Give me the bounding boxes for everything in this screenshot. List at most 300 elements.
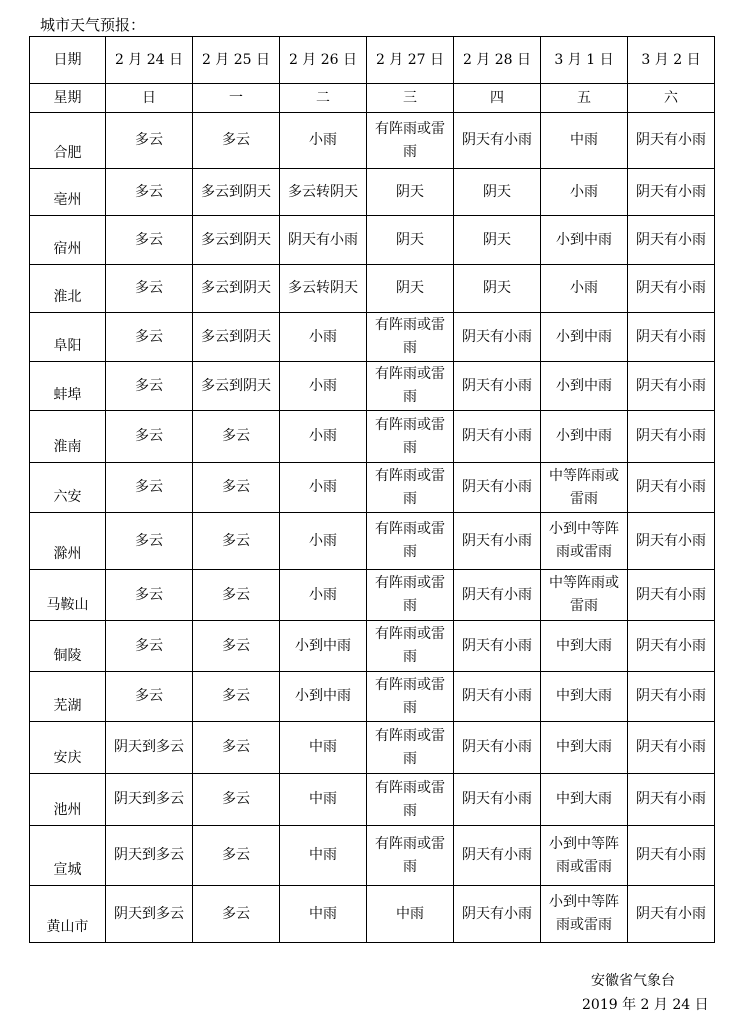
forecast-cell-text: 阴天有小雨 bbox=[636, 377, 706, 394]
header-weekday bbox=[541, 84, 628, 113]
forecast-cell-text: 阴天有小雨 bbox=[462, 479, 532, 495]
forecast-cell-text: 阴天有小雨 bbox=[636, 132, 706, 148]
header-date-text: 2 月 28 日 bbox=[462, 51, 532, 68]
forecast-cell-text: 阴天到多云 bbox=[114, 739, 184, 755]
forecast-cell bbox=[454, 621, 541, 672]
forecast-cell bbox=[541, 113, 628, 169]
forecast-cell bbox=[628, 265, 715, 313]
forecast-cell-text: 阴天有小雨 bbox=[636, 688, 706, 704]
forecast-cell bbox=[541, 513, 628, 570]
city-name-text: 淮南 bbox=[53, 439, 82, 455]
forecast-cell bbox=[454, 411, 541, 463]
forecast-cell bbox=[106, 570, 193, 621]
forecast-cell bbox=[541, 722, 628, 774]
forecast-cell bbox=[628, 362, 715, 411]
header-weekday bbox=[367, 84, 454, 113]
forecast-cell bbox=[367, 313, 454, 362]
city-name-text: 黄山市 bbox=[46, 919, 89, 935]
forecast-cell-text: 多云 bbox=[135, 132, 163, 148]
forecast-cell bbox=[193, 886, 280, 943]
forecast-cell-text: 多云 bbox=[222, 428, 250, 444]
forecast-cell-text: 阴天有小雨 bbox=[636, 791, 706, 807]
forecast-cell bbox=[280, 722, 367, 774]
forecast-cell-text: 小到中雨 bbox=[556, 231, 612, 248]
forecast-cell bbox=[367, 513, 454, 570]
forecast-cell bbox=[106, 169, 193, 216]
forecast-cell bbox=[367, 362, 454, 411]
table-row bbox=[30, 113, 715, 169]
forecast-cell bbox=[106, 886, 193, 943]
forecast-cell bbox=[280, 411, 367, 463]
forecast-cell bbox=[541, 362, 628, 411]
forecast-cell bbox=[106, 774, 193, 826]
table-row bbox=[30, 265, 715, 313]
forecast-cell-text: 有阵雨或雷雨 bbox=[375, 317, 445, 356]
forecast-cell bbox=[193, 826, 280, 886]
header-date-text: 2 月 27 日 bbox=[375, 51, 445, 68]
forecast-cell-text: 阴天有小雨 bbox=[636, 637, 706, 654]
forecast-cell bbox=[106, 265, 193, 313]
city-name bbox=[30, 774, 106, 826]
header-weekday-label bbox=[30, 84, 106, 113]
forecast-cell bbox=[541, 265, 628, 313]
header-date bbox=[541, 37, 628, 84]
forecast-cell-text: 阴天有小雨 bbox=[462, 377, 532, 394]
forecast-cell bbox=[628, 722, 715, 774]
forecast-cell bbox=[280, 313, 367, 362]
forecast-cell bbox=[106, 826, 193, 886]
forecast-cell bbox=[193, 169, 280, 216]
forecast-cell-text: 小雨 bbox=[309, 428, 337, 444]
forecast-cell-text: 中等阵雨或雷雨 bbox=[549, 467, 619, 507]
forecast-cell bbox=[106, 621, 193, 672]
forecast-cell bbox=[367, 411, 454, 463]
forecast-cell bbox=[280, 826, 367, 886]
forecast-cell-text: 阴天有小雨 bbox=[462, 586, 532, 603]
table-row bbox=[30, 463, 715, 513]
forecast-cell bbox=[541, 313, 628, 362]
forecast-cell bbox=[193, 411, 280, 463]
city-name-text: 芜湖 bbox=[53, 698, 82, 714]
forecast-cell bbox=[193, 313, 280, 362]
header-date-text: 2 月 25 日 bbox=[201, 51, 271, 68]
forecast-cell bbox=[193, 362, 280, 411]
forecast-cell-text: 阴天到多云 bbox=[114, 847, 184, 863]
forecast-cell-text: 小到中等阵雨或雷雨 bbox=[549, 521, 619, 560]
table-row bbox=[30, 362, 715, 411]
forecast-cell bbox=[454, 672, 541, 722]
header-weekday bbox=[193, 84, 280, 113]
header-date bbox=[106, 37, 193, 84]
forecast-cell bbox=[280, 113, 367, 169]
forecast-cell-text: 阴天有小雨 bbox=[636, 479, 706, 495]
forecast-cell-text: 小雨 bbox=[570, 183, 598, 200]
forecast-cell bbox=[367, 265, 454, 313]
forecast-cell-text: 多云 bbox=[222, 637, 250, 654]
forecast-table bbox=[29, 36, 715, 943]
forecast-cell-text: 阴天有小雨 bbox=[462, 739, 532, 755]
header-row-weekdays bbox=[30, 84, 715, 113]
forecast-cell-text: 多云 bbox=[135, 280, 163, 296]
forecast-cell bbox=[106, 411, 193, 463]
forecast-cell bbox=[106, 113, 193, 169]
forecast-cell bbox=[106, 313, 193, 362]
forecast-cell-text: 小雨 bbox=[309, 377, 337, 394]
forecast-cell-text: 多云 bbox=[135, 688, 163, 704]
forecast-cell bbox=[541, 826, 628, 886]
city-name-text: 安庆 bbox=[53, 750, 82, 766]
city-name-text: 池州 bbox=[53, 802, 82, 818]
city-name bbox=[30, 169, 106, 216]
forecast-cell bbox=[367, 463, 454, 513]
forecast-cell-text: 有阵雨或雷雨 bbox=[375, 416, 445, 456]
forecast-cell-text: 有阵雨或雷雨 bbox=[375, 676, 445, 716]
forecast-cell-text: 小到中雨 bbox=[295, 688, 351, 704]
forecast-cell bbox=[541, 169, 628, 216]
forecast-cell bbox=[628, 463, 715, 513]
header-weekday-text: 三 bbox=[403, 89, 417, 106]
forecast-cell-text: 小到中雨 bbox=[556, 428, 612, 444]
header-weekday-text: 日 bbox=[142, 89, 156, 106]
header-weekday-text: 二 bbox=[316, 89, 330, 106]
city-name bbox=[30, 463, 106, 513]
forecast-cell bbox=[106, 513, 193, 570]
forecast-cell-text: 多云 bbox=[222, 905, 250, 922]
forecast-cell-text: 阴天 bbox=[483, 280, 511, 296]
header-date-text: 3 月 1 日 bbox=[554, 51, 614, 68]
forecast-cell bbox=[541, 216, 628, 265]
city-name bbox=[30, 113, 106, 169]
forecast-cell-text: 多云到阴天 bbox=[201, 280, 271, 296]
forecast-cell bbox=[628, 621, 715, 672]
forecast-cell-text: 多云到阴天 bbox=[201, 328, 271, 345]
forecast-cell-text: 阴天有小雨 bbox=[636, 532, 706, 549]
table-row bbox=[30, 826, 715, 886]
forecast-cell-text: 小雨 bbox=[309, 132, 337, 148]
forecast-cell bbox=[454, 113, 541, 169]
forecast-cell-text: 阴天 bbox=[396, 280, 424, 296]
forecast-cell-text: 小雨 bbox=[309, 479, 337, 495]
forecast-cell-text: 多云 bbox=[135, 637, 163, 654]
forecast-cell bbox=[106, 672, 193, 722]
forecast-cell bbox=[280, 672, 367, 722]
forecast-cell-text: 多云 bbox=[135, 532, 163, 549]
forecast-cell bbox=[280, 362, 367, 411]
header-weekday bbox=[280, 84, 367, 113]
city-name bbox=[30, 216, 106, 265]
forecast-cell bbox=[367, 621, 454, 672]
table-row bbox=[30, 570, 715, 621]
forecast-cell-text: 中等阵雨或雷雨 bbox=[549, 575, 619, 614]
forecast-cell-text: 中雨 bbox=[309, 847, 337, 863]
table-row bbox=[30, 216, 715, 265]
issue-date: 2019 年 2 月 24 日 bbox=[582, 997, 709, 1013]
forecast-cell-text: 阴天有小雨 bbox=[462, 637, 532, 654]
forecast-cell bbox=[541, 621, 628, 672]
forecast-cell-text: 阴天到多云 bbox=[114, 905, 184, 922]
header-date-label-text: 日期 bbox=[53, 51, 82, 68]
forecast-cell bbox=[628, 774, 715, 826]
header-weekday-text: 一 bbox=[229, 89, 243, 106]
forecast-cell-text: 阴天有小雨 bbox=[462, 847, 532, 863]
forecast-cell-text: 中雨 bbox=[309, 791, 337, 807]
forecast-cell bbox=[280, 886, 367, 943]
forecast-cell bbox=[193, 113, 280, 169]
header-date-text: 3 月 2 日 bbox=[641, 51, 701, 68]
forecast-cell bbox=[106, 216, 193, 265]
forecast-cell-text: 阴天有小雨 bbox=[636, 905, 706, 922]
forecast-cell-text: 阴天有小雨 bbox=[636, 847, 706, 863]
forecast-cell-text: 多云转阴天 bbox=[288, 280, 358, 296]
forecast-cell bbox=[280, 570, 367, 621]
forecast-cell bbox=[454, 513, 541, 570]
forecast-cell-text: 阴天有小雨 bbox=[462, 905, 532, 922]
forecast-cell bbox=[628, 672, 715, 722]
header-date bbox=[367, 37, 454, 84]
forecast-cell-text: 阴天 bbox=[483, 183, 511, 200]
header-weekday-text: 六 bbox=[664, 89, 678, 106]
forecast-cell bbox=[280, 265, 367, 313]
forecast-cell bbox=[106, 463, 193, 513]
forecast-cell-text: 多云 bbox=[135, 183, 163, 200]
forecast-cell-text: 有阵雨或雷雨 bbox=[375, 575, 445, 614]
forecast-cell bbox=[454, 722, 541, 774]
forecast-cell-text: 中到大雨 bbox=[556, 739, 612, 755]
forecast-cell bbox=[280, 169, 367, 216]
forecast-cell-text: 阴天有小雨 bbox=[462, 428, 532, 444]
forecast-cell-text: 阴天有小雨 bbox=[636, 428, 706, 444]
city-name-text: 阜阳 bbox=[53, 338, 82, 354]
forecast-cell bbox=[193, 265, 280, 313]
forecast-cell bbox=[280, 216, 367, 265]
forecast-cell bbox=[367, 774, 454, 826]
forecast-cell-text: 中雨 bbox=[309, 739, 337, 755]
forecast-cell-text: 阴天 bbox=[396, 183, 424, 200]
forecast-cell-text: 多云 bbox=[222, 586, 250, 603]
forecast-cell-text: 有阵雨或雷雨 bbox=[375, 779, 445, 819]
forecast-cell-text: 中雨 bbox=[309, 905, 337, 922]
forecast-cell-text: 小到中雨 bbox=[556, 377, 612, 394]
forecast-cell bbox=[454, 570, 541, 621]
forecast-cell bbox=[454, 265, 541, 313]
forecast-cell-text: 有阵雨或雷雨 bbox=[375, 366, 445, 405]
forecast-cell bbox=[628, 411, 715, 463]
forecast-cell bbox=[454, 313, 541, 362]
forecast-cell bbox=[367, 722, 454, 774]
forecast-cell-text: 有阵雨或雷雨 bbox=[375, 727, 445, 767]
forecast-cell bbox=[628, 513, 715, 570]
forecast-cell-text: 小雨 bbox=[309, 586, 337, 603]
forecast-cell bbox=[628, 570, 715, 621]
forecast-cell-text: 阴天有小雨 bbox=[636, 231, 706, 248]
forecast-cell-text: 多云到阴天 bbox=[201, 183, 271, 200]
forecast-cell bbox=[193, 570, 280, 621]
forecast-cell-text: 中到大雨 bbox=[556, 637, 612, 654]
city-name-text: 宿州 bbox=[53, 241, 82, 257]
forecast-cell-text: 小雨 bbox=[309, 532, 337, 549]
header-date-text: 2 月 26 日 bbox=[288, 51, 358, 68]
city-name-text: 淮北 bbox=[53, 289, 82, 305]
forecast-cell-text: 多云到阴天 bbox=[201, 377, 271, 394]
forecast-cell bbox=[454, 216, 541, 265]
forecast-cell bbox=[193, 216, 280, 265]
forecast-cell-text: 阴天有小雨 bbox=[636, 280, 706, 296]
city-name bbox=[30, 513, 106, 570]
forecast-cell bbox=[541, 886, 628, 943]
table-row bbox=[30, 411, 715, 463]
forecast-cell-text: 小雨 bbox=[309, 328, 337, 345]
table-row bbox=[30, 621, 715, 672]
forecast-cell-text: 阴天有小雨 bbox=[462, 328, 532, 345]
forecast-cell-text: 小到中等阵雨或雷雨 bbox=[549, 835, 619, 875]
header-weekday bbox=[628, 84, 715, 113]
header-date bbox=[628, 37, 715, 84]
forecast-cell-text: 多云 bbox=[222, 132, 250, 148]
forecast-cell bbox=[628, 216, 715, 265]
forecast-cell-text: 阴天有小雨 bbox=[462, 532, 532, 549]
forecast-cell bbox=[106, 722, 193, 774]
forecast-cell bbox=[193, 513, 280, 570]
forecast-cell-text: 阴天有小雨 bbox=[636, 586, 706, 603]
forecast-cell-text: 小到中等阵雨或雷雨 bbox=[549, 894, 619, 933]
city-name-text: 合肥 bbox=[53, 145, 82, 161]
forecast-cell bbox=[628, 169, 715, 216]
city-name-text: 滁州 bbox=[53, 546, 82, 562]
forecast-cell-text: 多云 bbox=[135, 586, 163, 603]
forecast-cell bbox=[280, 513, 367, 570]
forecast-cell-text: 多云 bbox=[222, 479, 250, 495]
forecast-cell-text: 阴天 bbox=[396, 231, 424, 248]
header-date bbox=[280, 37, 367, 84]
city-name bbox=[30, 621, 106, 672]
header-date bbox=[193, 37, 280, 84]
city-name bbox=[30, 722, 106, 774]
forecast-cell bbox=[628, 113, 715, 169]
city-name bbox=[30, 570, 106, 621]
forecast-cell-text: 阴天有小雨 bbox=[462, 791, 532, 807]
forecast-cell-text: 阴天有小雨 bbox=[636, 328, 706, 345]
city-name bbox=[30, 672, 106, 722]
header-weekday-label-text: 星期 bbox=[53, 89, 82, 106]
forecast-cell-text: 小到中雨 bbox=[556, 328, 612, 345]
forecast-cell-text: 多云转阴天 bbox=[288, 183, 358, 200]
forecast-cell bbox=[454, 169, 541, 216]
forecast-cell-text: 有阵雨或雷雨 bbox=[375, 835, 445, 875]
table-row bbox=[30, 513, 715, 570]
forecast-cell bbox=[280, 621, 367, 672]
forecast-cell bbox=[541, 463, 628, 513]
forecast-cell bbox=[541, 774, 628, 826]
header-date-text: 2 月 24 日 bbox=[114, 51, 184, 68]
forecast-cell bbox=[367, 216, 454, 265]
forecast-cell bbox=[541, 672, 628, 722]
forecast-cell-text: 多云到阴天 bbox=[201, 231, 271, 248]
issuing-organization: 安徽省气象台 bbox=[591, 973, 675, 989]
forecast-cell-text: 阴天有小雨 bbox=[636, 739, 706, 755]
header-weekday bbox=[454, 84, 541, 113]
forecast-cell-text: 多云 bbox=[135, 428, 163, 444]
forecast-cell bbox=[280, 463, 367, 513]
forecast-cell bbox=[193, 774, 280, 826]
forecast-cell bbox=[280, 774, 367, 826]
forecast-cell bbox=[367, 826, 454, 886]
forecast-cell bbox=[367, 570, 454, 621]
forecast-cell-text: 阴天有小雨 bbox=[462, 132, 532, 148]
header-date-label bbox=[30, 37, 106, 84]
header-weekday bbox=[106, 84, 193, 113]
city-name bbox=[30, 313, 106, 362]
forecast-cell bbox=[454, 463, 541, 513]
forecast-cell bbox=[541, 570, 628, 621]
header-date bbox=[454, 37, 541, 84]
city-name bbox=[30, 826, 106, 886]
forecast-cell bbox=[454, 362, 541, 411]
table-row bbox=[30, 169, 715, 216]
forecast-cell bbox=[628, 886, 715, 943]
forecast-cell-text: 多云 bbox=[222, 532, 250, 549]
forecast-cell-text: 阴天到多云 bbox=[114, 791, 184, 807]
forecast-cell-text: 中到大雨 bbox=[556, 791, 612, 807]
city-name bbox=[30, 362, 106, 411]
city-name-text: 马鞍山 bbox=[46, 597, 89, 613]
forecast-cell bbox=[193, 463, 280, 513]
forecast-cell-text: 有阵雨或雷雨 bbox=[375, 521, 445, 560]
city-name-text: 铜陵 bbox=[53, 648, 82, 664]
table-row bbox=[30, 313, 715, 362]
forecast-cell-text: 多云 bbox=[222, 688, 250, 704]
forecast-cell-text: 小到中雨 bbox=[295, 637, 351, 654]
forecast-cell-text: 阴天有小雨 bbox=[636, 183, 706, 200]
forecast-cell-text: 中雨 bbox=[396, 905, 424, 922]
forecast-cell bbox=[454, 826, 541, 886]
city-name-text: 蚌埠 bbox=[53, 387, 82, 403]
forecast-cell-text: 多云 bbox=[222, 847, 250, 863]
forecast-cell bbox=[106, 362, 193, 411]
forecast-cell bbox=[454, 774, 541, 826]
forecast-cell-text: 阴天有小雨 bbox=[462, 688, 532, 704]
header-weekday-text: 四 bbox=[490, 89, 504, 106]
header-weekday-text: 五 bbox=[577, 89, 591, 106]
table-row bbox=[30, 774, 715, 826]
forecast-cell-text: 多云 bbox=[222, 791, 250, 807]
forecast-cell-text: 多云 bbox=[135, 328, 163, 345]
forecast-cell-text: 多云 bbox=[222, 739, 250, 755]
forecast-cell-text: 有阵雨或雷雨 bbox=[375, 467, 445, 507]
forecast-cell bbox=[628, 826, 715, 886]
forecast-cell bbox=[367, 169, 454, 216]
forecast-cell bbox=[193, 722, 280, 774]
forecast-cell bbox=[454, 886, 541, 943]
city-name bbox=[30, 886, 106, 943]
forecast-cell bbox=[367, 113, 454, 169]
forecast-cell bbox=[193, 672, 280, 722]
city-name bbox=[30, 265, 106, 313]
table-row bbox=[30, 886, 715, 943]
forecast-cell-text: 有阵雨或雷雨 bbox=[375, 626, 445, 665]
city-name-text: 宣城 bbox=[53, 862, 82, 878]
forecast-cell-text: 中雨 bbox=[570, 132, 598, 148]
forecast-cell bbox=[541, 411, 628, 463]
forecast-cell-text: 多云 bbox=[135, 479, 163, 495]
document-title: 城市天气预报： bbox=[40, 16, 146, 34]
city-name bbox=[30, 411, 106, 463]
forecast-cell bbox=[193, 621, 280, 672]
forecast-cell bbox=[367, 672, 454, 722]
forecast-cell bbox=[628, 313, 715, 362]
forecast-cell bbox=[367, 886, 454, 943]
city-name-text: 亳州 bbox=[53, 192, 82, 208]
forecast-cell-text: 有阵雨或雷雨 bbox=[375, 120, 445, 160]
